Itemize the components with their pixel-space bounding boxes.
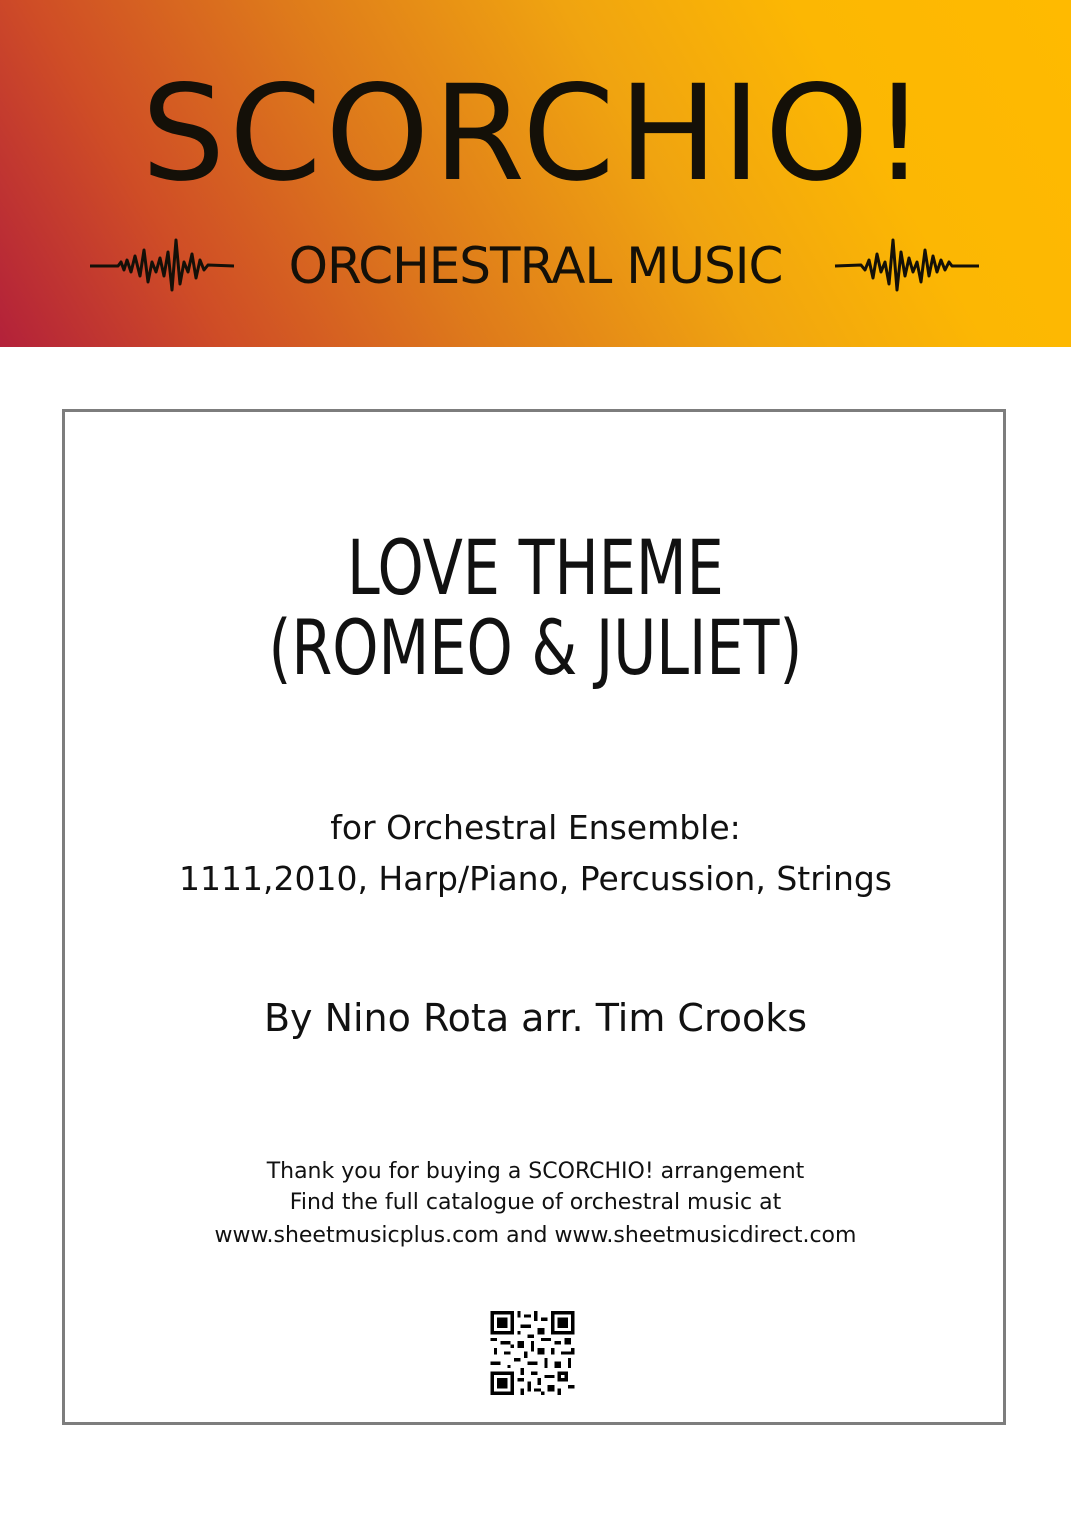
qr-code-icon <box>490 1311 575 1395</box>
piece-title <box>75 523 996 692</box>
header-banner <box>0 0 1071 347</box>
title-line-2: (ROMEO & JULIET) <box>268 603 803 692</box>
catalogue-line: Find the full catalogue of orchestral music at <box>289 1190 782 1215</box>
title-line-1: LOVE THEME <box>347 523 724 612</box>
subtitle: ORCHESTRAL MUSIC <box>288 237 783 295</box>
composer-arranger: By Nino Rota arr. Tim Crooks <box>263 996 808 1040</box>
subtitle-row <box>0 232 1071 302</box>
websites-line: www.sheetmusicplus.com and www.sheetmusicdirect.com <box>214 1223 857 1248</box>
soundwave-icon <box>833 232 981 298</box>
ensemble-label: for Orchestral Ensemble: <box>330 808 741 847</box>
thank-you-line: Thank you for buying a SCORCHIO! arrangement <box>266 1159 805 1184</box>
instrumentation: 1111,2010, Harp/Piano, Percussion, Strings <box>179 859 892 898</box>
brand-title: SCORCHIO! <box>141 57 930 211</box>
